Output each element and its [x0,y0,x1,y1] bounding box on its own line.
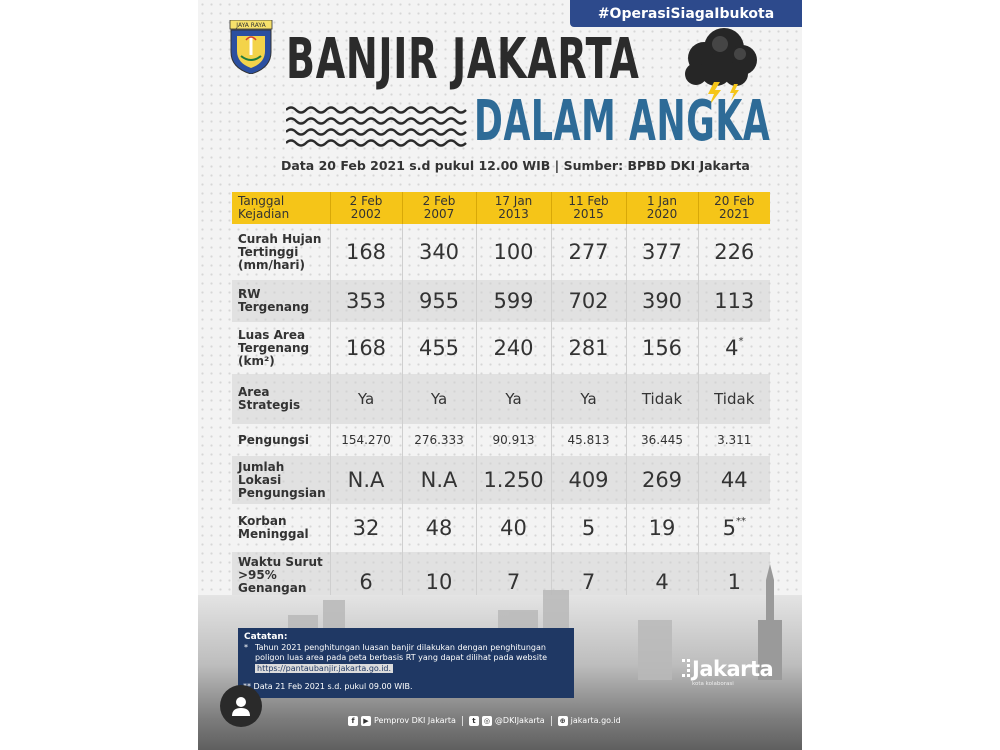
row-label: Korban Meninggal [232,504,330,552]
jakarta-wordmark: Jakarta [692,657,774,681]
table-row [232,224,770,280]
twitter-instagram-handle[interactable]: t ◎ @DKIJakarta [469,716,545,726]
table-cell: 702 [551,280,626,322]
table-cell: 277 [551,224,626,280]
footnote-mark: * [738,336,744,347]
globe-icon: ⊕ [558,716,568,726]
table-cell: 45.813 [551,424,626,456]
table-cell-highlight: 48 [402,504,476,552]
table-cell: 113 [698,280,770,322]
title-line-2: DALAM ANGKA [474,89,771,154]
table-cell: 36.445 [626,424,698,456]
website-link[interactable]: ⊕ jakarta.go.id [558,716,621,726]
table-cell: Ya [551,374,626,424]
table-cell: 353 [330,280,402,322]
table-cell-highlight: 377 [626,224,698,280]
data-source-note: Data 20 Feb 2021 s.d pukul 12.00 WIB | Sumber: BPBD DKI Jakarta [281,158,750,173]
table-cell: 269 [626,456,698,504]
table-cell: 90.913 [476,424,551,456]
infographic-poster [198,0,802,750]
table-header-row [232,192,770,224]
table-cell: 1.250 [476,456,551,504]
table-cell: 409 [551,456,626,504]
table-cell: N.A [330,456,402,504]
note-item: Data 21 Feb 2021 s.d. pukul 09.00 WIB. [253,682,413,691]
table-cell-highlight: 455 [402,322,476,374]
table-cell: Tidak [626,374,698,424]
dki-crest-logo [228,20,274,74]
table-cell: 44 [698,456,770,504]
header-date: 1 Jan 2020 [626,192,698,224]
table-cell: 32 [330,504,402,552]
header-date: 11 Feb 2015 [551,192,626,224]
table-cell: 3.311 [717,433,752,447]
header-event-date-label: Tanggal Kejadian [232,192,330,224]
table-cell: 168 [330,322,402,374]
table-cell: 40 [476,504,551,552]
table-cell: Tidak [698,374,770,424]
table-cell-highlight: 955 [402,280,476,322]
table-cell-highlight: 276.333 [402,424,476,456]
table-cell: Ya [330,374,402,424]
table-cell: 226 [714,240,755,264]
jakarta-tagline: kota kolaborasi [692,681,734,687]
social-footer [348,712,650,729]
hashtag-banner: #OperasiSiagaIbukota [570,0,802,27]
table-row [232,504,770,552]
table-cell: 6 [330,552,402,612]
row-label: Area Strategis [232,374,330,424]
flood-statistics-table [232,192,770,612]
table-cell: 599 [476,280,551,322]
row-label: Jumlah Lokasi Pengungsian [232,456,330,504]
table-cell: 1 [698,552,770,612]
header-date: 2 Feb 2007 [402,192,476,224]
waves-icon [286,104,470,148]
table-cell: 156 [626,322,698,374]
twitter-icon: t [469,716,479,726]
facebook-icon: f [348,716,358,726]
crest-motto: JAYA RAYA [236,22,266,29]
table-row [232,322,770,374]
table-cell: N.A [402,456,476,504]
youtube-icon: ▶ [361,716,371,726]
note-item: * Tahun 2021 penghitungan luasan banjir dilakukan dengan penghitungan poligon luas area pada peta berbasis RT yang dapat dilihat pada website https://pantaubanjir.jakarta.go.id. [244,642,548,673]
person-icon [230,695,252,717]
row-label: Luas Area Tergenang (km²) [232,322,330,374]
user-avatar-button[interactable] [220,685,262,727]
table-cell: 240 [476,322,551,374]
header-date: 2 Feb 2002 [330,192,402,224]
header-date: 20 Feb 2021 [698,192,770,224]
pantaubanjir-link[interactable]: https://pantaubanjir.jakarta.go.id. [257,663,392,673]
table-cell: 281 [551,322,626,374]
table-cell: 390 [626,280,698,322]
instagram-icon: ◎ [483,716,490,725]
table-cell: 7 [551,552,626,612]
table-row [232,424,770,456]
table-row [232,374,770,424]
row-label: RW Tergenang [232,280,330,322]
table-cell: Ya [476,374,551,424]
table-cell: 5 [551,504,626,552]
table-cell: 154.270 [330,424,402,456]
table-row [232,280,770,322]
table-cell: 168 [330,224,402,280]
table-cell: Ya [402,374,476,424]
table-cell: 4 [626,552,698,612]
notes-heading: Catatan: [244,632,288,642]
row-label: Curah Hujan Tertinggi (mm/hari) [232,224,330,280]
table-cell: 100 [476,224,551,280]
row-label: Pengungsi [232,424,330,456]
facebook-youtube-handle[interactable]: f ▶ Pemprov DKI Jakarta [348,716,456,726]
table-cell: 4* [725,336,744,360]
table-cell: 340 [402,224,476,280]
footnote-mark: ** [735,516,746,527]
header-date: 17 Jan 2013 [476,192,551,224]
table-row [232,456,770,504]
table-cell: 7 [476,552,551,612]
table-cell-highlight: 10 [402,552,476,612]
row-label: Waktu Surut >95% Genangan [232,552,330,612]
jakarta-logo [682,657,773,687]
table-cell: 5** [722,516,746,540]
table-cell: 19 [626,504,698,552]
jakarta-logo-mark [682,659,691,679]
title-line-1: BANJIR JAKARTA [286,27,640,92]
